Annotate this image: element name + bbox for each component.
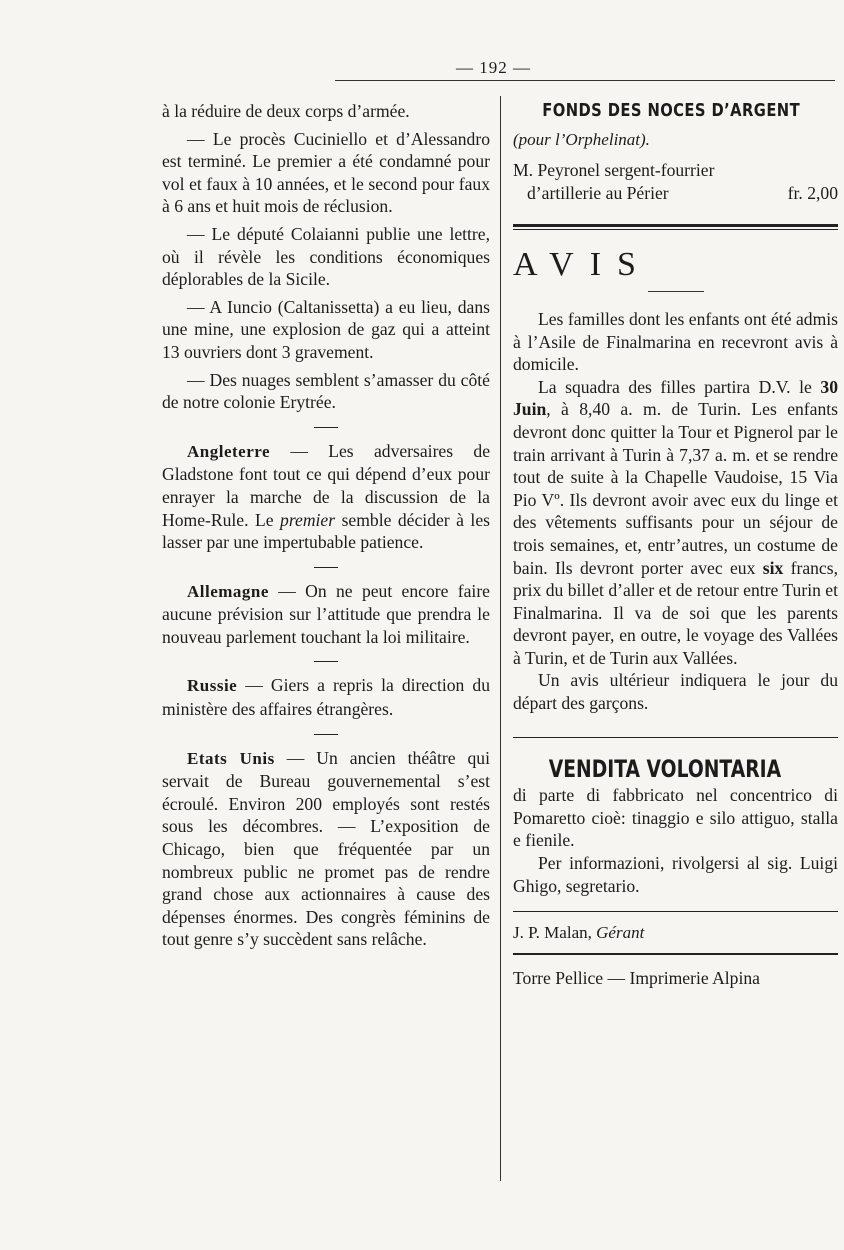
donor-line: M. Peyronel sergent-fourrier bbox=[513, 160, 715, 181]
vendita-paragraph: Per informazioni, rivolgersi al sig. Luigi Ghigo, segretario. bbox=[513, 853, 838, 896]
news-paragraph: à la réduire de deux corps d’armée. bbox=[162, 101, 410, 121]
news-text: — Giers a repris la direction du ministère des affaires étrangères. bbox=[162, 675, 490, 720]
avis-title: AVIS bbox=[513, 246, 652, 284]
news-text: semble décider à les lasser par une impertubable patience. bbox=[162, 509, 490, 553]
donation-amount: fr. 2,00 bbox=[787, 182, 838, 203]
header-rule bbox=[335, 80, 835, 81]
news-paragraph: — Le procès Cuciniello et d’Alessandro est terminé. Le premier a été condamné pour vol et faux à 10 années, et le second pour faux à 6 ans et huit mois de réclusion. bbox=[162, 128, 490, 217]
section-separator bbox=[314, 427, 338, 428]
news-paragraph: — Le député Colaianni publie une lettre, où il révèle les conditions économiques déplorables de la Sicile. bbox=[162, 223, 490, 290]
vendita-title: VENDITA VOLONTARIA bbox=[548, 754, 782, 783]
news-angleterre bbox=[162, 440, 490, 554]
news-russie bbox=[162, 674, 490, 720]
avis-text: La squadra des filles partira D.V. le bbox=[538, 376, 821, 397]
section-separator bbox=[314, 734, 338, 735]
avis-date: 30 Juin bbox=[513, 376, 838, 420]
news-text: — Un ancien théâtre qui servait de Bureau gouvernemental s’est écroulé. Environ 200 employés sont restés sous les décombres. — L’exposition de Chicago, bien que fréquentée par un nombreux public ne promet pas de rendre grand chose aux actionnaires à cause des dépenses énormes. Des congrès féminins de tout genre s’y succèdent sans relâche. bbox=[162, 747, 490, 950]
news-paragraph: — A Iuncio (Caltanissetta) a eu lieu, dans une mine, une explosion de gaz qui a atteint 13 ouvriers dont 3 gravement. bbox=[162, 296, 490, 362]
gerant-role: Gérant bbox=[596, 923, 645, 943]
avis-paragraph: Les familles dont les enfants ont été admis à l’Asile de Finalmarina en recevront avis à domicile. bbox=[513, 308, 838, 375]
ornament-rule bbox=[648, 291, 704, 292]
fonds-title: FONDS DES NOCES D’ARGENT bbox=[542, 100, 801, 121]
emphasis-text: premier bbox=[280, 509, 336, 530]
news-allemagne bbox=[162, 580, 490, 649]
news-text: — Les adversaires de Gladstone font tout ce qui dépend d’eux pour enrayer la marche de la discussion de la Home-Rule. Le bbox=[162, 440, 490, 530]
donor-line-amount bbox=[513, 182, 838, 205]
avis-paragraph: Un avis ultérieur indiquera le jour du départ des garçons. bbox=[513, 670, 838, 714]
avis-paragraph bbox=[513, 376, 838, 670]
column-divider bbox=[500, 96, 501, 1181]
right-column bbox=[513, 100, 838, 989]
country-heading: Etats Unis bbox=[187, 748, 275, 768]
gerant-line bbox=[513, 922, 838, 945]
fonds-subtitle: (pour l’Orphelinat). bbox=[513, 129, 650, 149]
news-text: — On ne peut encore faire aucune prévision sur l’attitude que prendra le nouveau parlement touchant la loi militaire. bbox=[162, 580, 490, 647]
news-etats-unis bbox=[162, 747, 490, 951]
page-number: — 192 — bbox=[456, 58, 531, 77]
country-heading: Angleterre bbox=[187, 441, 271, 461]
gerant-name: J. P. Malan, bbox=[513, 923, 592, 943]
footer-rule bbox=[513, 953, 838, 955]
printer-line: Torre Pellice — Imprimerie Alpina bbox=[513, 967, 760, 988]
avis-amount: six bbox=[762, 557, 784, 578]
vendita-paragraph: di parte di fabbricato nel concentrico di Pomaretto cioè: tinaggio e silo attiguo, stalla e fienile. bbox=[513, 785, 838, 851]
section-separator bbox=[314, 661, 338, 662]
avis-text: francs, prix du billet d’aller et de retour entre Turin et Finalmarina. Il va de soi que les parents devront payer, en outre, le voyage des Vallées à Turin, et de Turin aux Vallées. bbox=[513, 557, 838, 668]
country-heading: Allemagne bbox=[187, 581, 269, 601]
section-rule bbox=[513, 737, 838, 738]
double-rule bbox=[513, 224, 838, 230]
section-separator bbox=[314, 567, 338, 568]
country-heading: Russie bbox=[187, 676, 238, 696]
avis-text: , à 8,40 a. m. de Turin. Les enfants devront donc quitter la Tour et Pignerol par le train arrivant à Turin à 7,37 a. m. et se rendre tout de suite à la Chapelle Vaudoise, 15 Via Pio Vº. Ils devront avoir avec eux du linge et des vêtements suffisants pour un séjour de trois semaines, et, entr’autres, un costume de bain. Ils devront porter avec eux bbox=[513, 399, 838, 578]
left-column bbox=[162, 100, 490, 951]
donor-text: d’artillerie au Périer bbox=[527, 182, 669, 203]
section-rule bbox=[513, 911, 838, 912]
news-paragraph: — Des nuages semblent s’amasser du côté de notre colonie Erytrée. bbox=[162, 369, 490, 413]
